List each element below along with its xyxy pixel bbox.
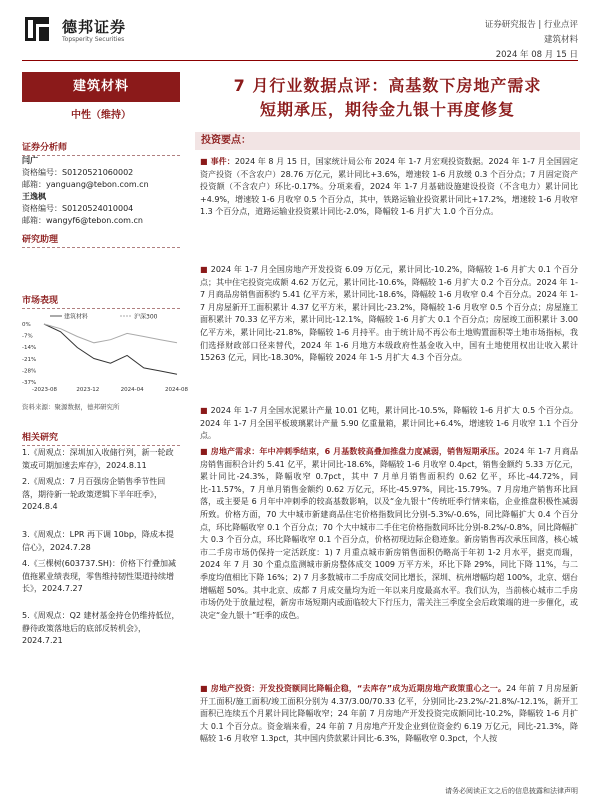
paragraph-cement-glass (200, 405, 578, 443)
related-item[interactable]: 3.《周观点：LPR 再下调 10bp，降成本提信心》，2024.7.28 (22, 530, 174, 552)
x-tick-label: 2023-12 (76, 387, 100, 393)
paragraph-investment (200, 683, 578, 746)
analyst-name: 王逸枫 (22, 192, 46, 201)
header-divider (22, 60, 578, 61)
y-tick-label: -7% (22, 333, 33, 340)
market-heading: 市场表现 (22, 293, 180, 309)
property-text: 2024 年 1-7 月全国房地产开发投资 6.09 万亿元，累计同比-10.2%，降幅较 1-6 月扩大 0.1 个百分点；其中住宅投资完成额 4.62 万亿元，累计同比-10.6%，降幅较 1-6 月扩大 0.2 个百分点。2024 年 1-7 月商品房销售面积约 5.41 亿平方米，累计同比-18.6%，降幅较 1-6 月收窄 0.4 个百分点。2024 年 1-7 月房屋新开工面积累计 4.37 亿平方米，累计同比-23.2%，降幅较 1-6 月收窄 0.5 个百分点；房屋施工面积累计 70.33 亿平方米，累计同比-12.1%，降幅较 1-6 月扩大 0.1 个百分点；房屋竣工面积累计 3.00 亿平方米，累计同比-21.8%，降幅较 1-6 月持平。由于统计局不再公布土地购置面积等土地市场指标，我们选择财政部口径来替代，2024 年 1-6 月地方本级政府性基金收入中，国有土地使用权出让收入累计 15263 亿元，同比-18.30%，降幅较 2024 年 1-5 月扩大 4.3 个百分点。 (200, 265, 578, 363)
y-tick-label: -14% (22, 345, 37, 352)
cement-text: 2024 年 1-7 月全国水泥累计产量 10.01 亿吨，累计同比-10.5%，降幅较 1-6 月扩大 0.5 个百分点。2024 年 1-7 月全国平板玻璃累计产量 5.90 亿重量箱，累计同比+6.4%，增速较 1-6 月收窄 1.1 个百分点。 (200, 406, 578, 441)
rating: 中性（维持） (71, 110, 131, 121)
y-tick-label: -28% (22, 368, 37, 375)
sector-title: 建筑材料 (22, 72, 180, 102)
bullet-icon: ■ (200, 447, 208, 456)
related-item[interactable]: 2.《周观点：7 月百强房企销售季节性回落，期待新一轮政策逻辑下半年旺季》，2024.8.4 (22, 477, 166, 511)
market-chart (22, 312, 188, 394)
bullet-icon: ■ (200, 406, 208, 415)
related-item[interactable]: 1.《周观点：深圳加入收储行列，新一轮政策或可期加速去库存》，2024.8.11 (22, 448, 174, 470)
analyst-heading: 证券分析师 (22, 140, 180, 156)
bullet-icon: ■ (200, 157, 208, 166)
analyst-email[interactable]: 邮箱：wangyf6@tebon.com.cn (22, 216, 143, 225)
analyst-cert: 资格编号：S0120521060002 (22, 168, 134, 177)
paragraph-event (200, 156, 578, 219)
bullet-icon: ■ (200, 265, 208, 274)
report-sector-line: 建筑材料 (543, 35, 578, 45)
chart-source: 资料来源：聚源数据，德邦研究所 (22, 403, 120, 411)
paragraph-property-data (200, 264, 578, 365)
report-date: 2024 年 08 月 15 日 (495, 50, 578, 60)
title-line-2: 短期承压，期待金九银十再度修复 (259, 100, 515, 119)
investment-subheading: 房地产投资：开发投资额同比降幅企稳，“去库存”成为近期房地产政策重心之一。 (210, 684, 507, 693)
analyst-cert: 资格编号：S0120524010004 (22, 204, 134, 213)
report-type-line: 证券研究报告 | 行业点评 (484, 20, 578, 30)
analyst-name: 闫广 (22, 156, 38, 165)
logo-mark-icon (22, 14, 52, 44)
title-line-1: 7 月行业数据点评：高基数下房地产需求 (233, 76, 542, 95)
related-item[interactable]: 5.《周观点：Q2 建材基金持仓仍维持低位，静待政策落地后的底部反转机会》，2024.7.21 (22, 611, 180, 645)
demand-heading: 房地产需求：年中冲刺季结束，6 月基数较高叠加推盘力度减弱，销售短期承压。 (210, 447, 505, 456)
event-label: 事件： (210, 157, 235, 166)
x-tick-label: 2024-08 (165, 387, 188, 393)
logo-cn: 德邦证券 (62, 18, 127, 36)
logo-en: Topsperity Securities (62, 36, 125, 43)
analyst-email[interactable]: 邮箱：yanguang@tebon.com.cn (22, 180, 149, 189)
analyst-block (22, 155, 182, 227)
investment-text: 24 年前 7 月房屋新开工面积/施工面积/竣工面积分别为 4.37/3.00/70.33 亿平，分别同比-23.2%/-21.8%/-12.1%，新开工面积已连续五个月累计同比降幅收窄；24 年前 7 月房地产开发投资完成额同比-10.2%，降幅较 1-6 月扩大 0.1 个百分点。资金端来看，24 年前 7 月房地产开发企业到位资金约 6.19 万亿元，同比-21.3%，降幅较 1-6 月收窄 1.3pct，其中国内贷款累计同比-6.3%，降幅收窄 0.3pct，个人按 (200, 684, 579, 744)
related-heading: 相关研究 (22, 430, 180, 446)
footer-disclaimer: 请务必阅读正文之后的信息披露和法律声明 (445, 787, 578, 795)
y-tick-label: -21% (22, 356, 37, 363)
series-line-csi300 (44, 324, 177, 343)
report-title (195, 74, 580, 122)
legend-label-a: 建筑材料 (64, 313, 89, 321)
series-line-building-materials (44, 324, 177, 374)
assistant-heading: 研究助理 (22, 232, 180, 248)
bullet-icon: ■ (200, 684, 208, 693)
related-item[interactable]: 4.《三棵树(603737.SH)：价格下行叠加减值拖累业绩表现，零售维持韧性渠道持续增长》，2024.7.27 (22, 559, 177, 593)
y-tick-label: -37% (22, 380, 37, 386)
demand-text: 2024 年 1-7 月商品房销售面积合计约 5.41 亿平，累计同比-18.6%，降幅较 1-6 月收窄 0.4pct，销售金额约 5.33 万亿元，累计同比-24.3%，降幅收窄 0.7pct，其中 7 月单月销售面积约 0.62 亿平，环比-44.72%，同比-11.57%，7 月单月销售金额约 0.62 万亿元，环比-45.97%，同比-15.79%。7 月房地产销售环比回落，或主要是 6 月年中冲刺季的较高基数影响，以及“金九银十”传统旺季行情来临，企业推盘积极性减弱所致。价格方面，70 大中城市新建商品住宅价格指数同比分别-5.3%/-0.6%，同比降幅扩大 0.4 个百分点，环比降幅收窄 0.1 个百分点；70 个大中城市二手住宅价格指数同环比分别-8.2%/-0.8%，同比降幅扩大 0.3 个百分点，环比降幅收窄 0.1 个百分点，价格初现边际企稳迹象。新房销售再次承压回落，核心城市二手房市场仍保持一定活跃度：1) 7 月重点城市新房销售面积仍略高于年初 1-2 月水平，据克而瑞，2024 年 7 月 30 个重点监测城市新房整体成交 1009 万平方米，环比下降 29%，同比下降 11%，与二季度均值相比下降 16%；2) 7 月多数城市二手房成交同比增长，深圳、杭州增幅均超 100%，北京、烟台增幅超 50%。其中北京、成都 7 月成交量均为近一年以来月度最高水平。我们认为，当前核心城市二手房市场仍处于放量过程，新房市场短期内或面临较大下行压力，需关注三季度全会后政策端的进一步催化，或决定“金九银十”旺季的成色。 (200, 447, 578, 620)
report-type (485, 18, 578, 48)
y-tick-label: 0% (22, 322, 31, 328)
investment-heading: 投资要点： (195, 132, 580, 150)
company-logo (22, 14, 162, 50)
x-tick-label: -2023-08 (32, 387, 57, 393)
event-text: 2024 年 8 月 15 日，国家统计局公布 2024 年 1-7 月宏观投资数据。2024 年 1-7 月全国固定资产投资（不含农户）28.76 万亿元，累计同比+3.6%，增速较 1-6 月放缓 0.3 个百分点；7 月固定资产投资额（不含农户）环比-0.17%。分项来看，2024 年 1-7 月基础设施建设投资（不含电力）累计同比+4.9%，增速较 1-6 月收窄 0.5 个百分点，其中，铁路运输业投资累计同比+17.2%，增速较 1-6 月收窄 1.3 个百分点，道路运输业投资累计同比-2.0%，降幅较 1-6 月扩大 1.0 个百分点。 (200, 157, 579, 217)
x-tick-label: 2024-04 (120, 387, 144, 393)
paragraph-demand (200, 446, 578, 622)
legend-label-b: 沪深300 (134, 313, 158, 321)
